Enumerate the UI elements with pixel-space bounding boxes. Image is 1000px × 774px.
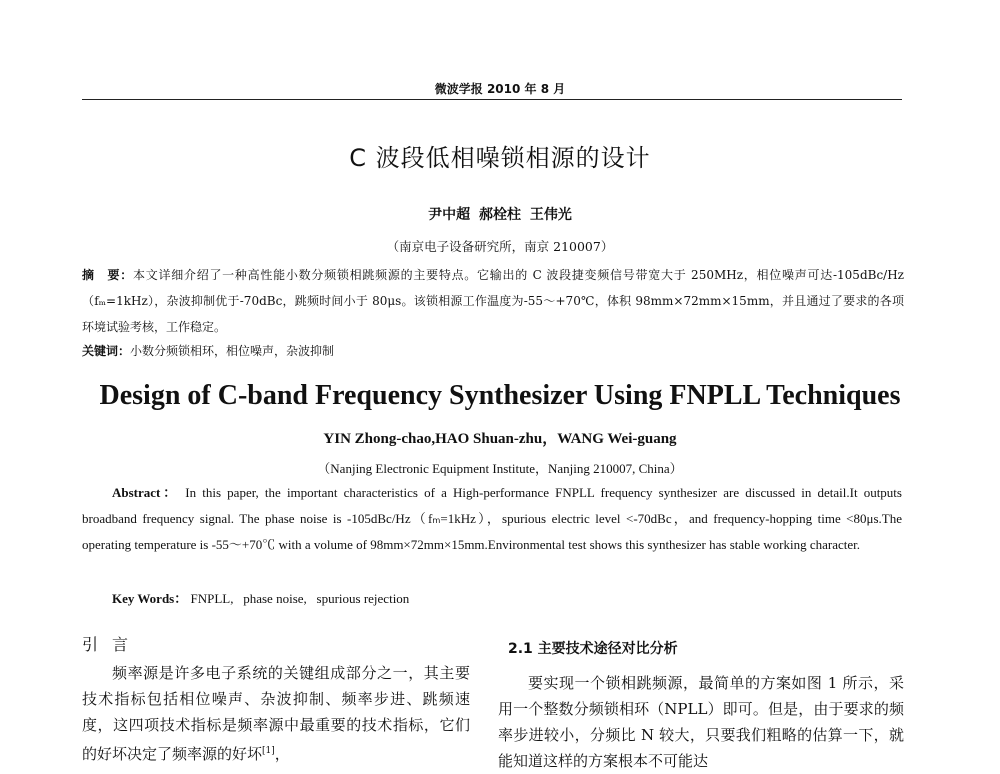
english-abstract-text: In this paper, the important characteristics of a High-performance FNPLL frequency synthesizer are discussed in detail.It outputs broadband frequency signal. The phase noise is -105dBc/Hz（fₘ=1kHz），spurious electric level <-70dBc，and frequency-hopping time <80μs.The operating temperature is -55～+70℃ with a volume of 98mm×72mm×15mm.Environmental test shows this synthesizer has stable working character. — [82, 485, 902, 552]
english-abstract-label: Abstract： — [112, 485, 180, 500]
chinese-abstract-text: 本文详细介绍了一种高性能小数分频锁相跳频源的主要特点。它输出的 C 波段捷变频信号带宽大于 250MHz，相位噪声可达-105dBc/Hz（fₘ=1kHz），杂波抑制优于-70dBc，跳频时间小于 80μs。该锁相源工作温度为-55～+70℃，体积 98mm×72mm×15mm，并且通过了要求的各项环境试验考核，工作稳定。 — [82, 268, 904, 334]
chinese-keywords — [82, 342, 334, 359]
header-rule — [82, 99, 902, 100]
chinese-title: C 波段低相噪锁相源的设计 — [349, 144, 651, 172]
section-heading-introduction: 引言 — [82, 635, 143, 654]
chinese-keywords-label: 关键词： — [82, 344, 131, 358]
journal-header: 微波学报 2010 年 8 月 — [434, 82, 566, 96]
english-keywords-text: FNPLL, phase noise, spurious rejection — [187, 591, 410, 606]
english-keywords-label: Key Words： — [112, 591, 188, 606]
citation-reference: [1] — [262, 746, 275, 756]
intro-paragraph-tail: ， — [274, 745, 290, 763]
english-keywords — [112, 588, 409, 607]
subsection-heading: 2.1 主要技术途径对比分析 — [508, 641, 678, 657]
intro-paragraph-text: 频率源是许多电子系统的关键组成部分之一，其主要技术指标包括相位噪声、杂波抑制、频率步进、跳频速度，这四项技术指标是频率源中最重要的技术指标，它们的好坏决定了频率源的好坏 — [82, 664, 470, 763]
english-authors: YIN Zhong-chao,HAO Shuan-zhu，WANG Wei-guang — [323, 431, 677, 447]
english-affiliation: （Nanjing Electronic Equipment Institute，Nanjing 210007, China） — [317, 461, 683, 476]
chinese-abstract — [82, 262, 904, 340]
chinese-keywords-text: 小数分频锁相环，相位噪声，杂波抑制 — [130, 344, 335, 358]
section-paragraph — [498, 670, 904, 774]
english-title: Design of C-band Frequency Synthesizer Using FNPLL Techniques — [99, 380, 901, 411]
english-abstract — [82, 480, 902, 558]
chinese-abstract-label: 摘 要： — [82, 268, 133, 282]
chinese-affiliation: （南京电子设备研究所，南京 210007） — [386, 239, 614, 254]
chinese-authors: 尹中超 郝栓柱 王伟光 — [428, 207, 572, 223]
section-paragraph-text: 要实现一个锁相跳频源，最简单的方案如图 1 所示，采用一个整数分频锁相环（NPLL）即可。但是，由于要求的频率步进较小，分频比 N 较大，只要我们粗略的估算一下，就能知道这样的方案根本不可能达 — [498, 674, 904, 770]
intro-paragraph — [82, 660, 470, 767]
